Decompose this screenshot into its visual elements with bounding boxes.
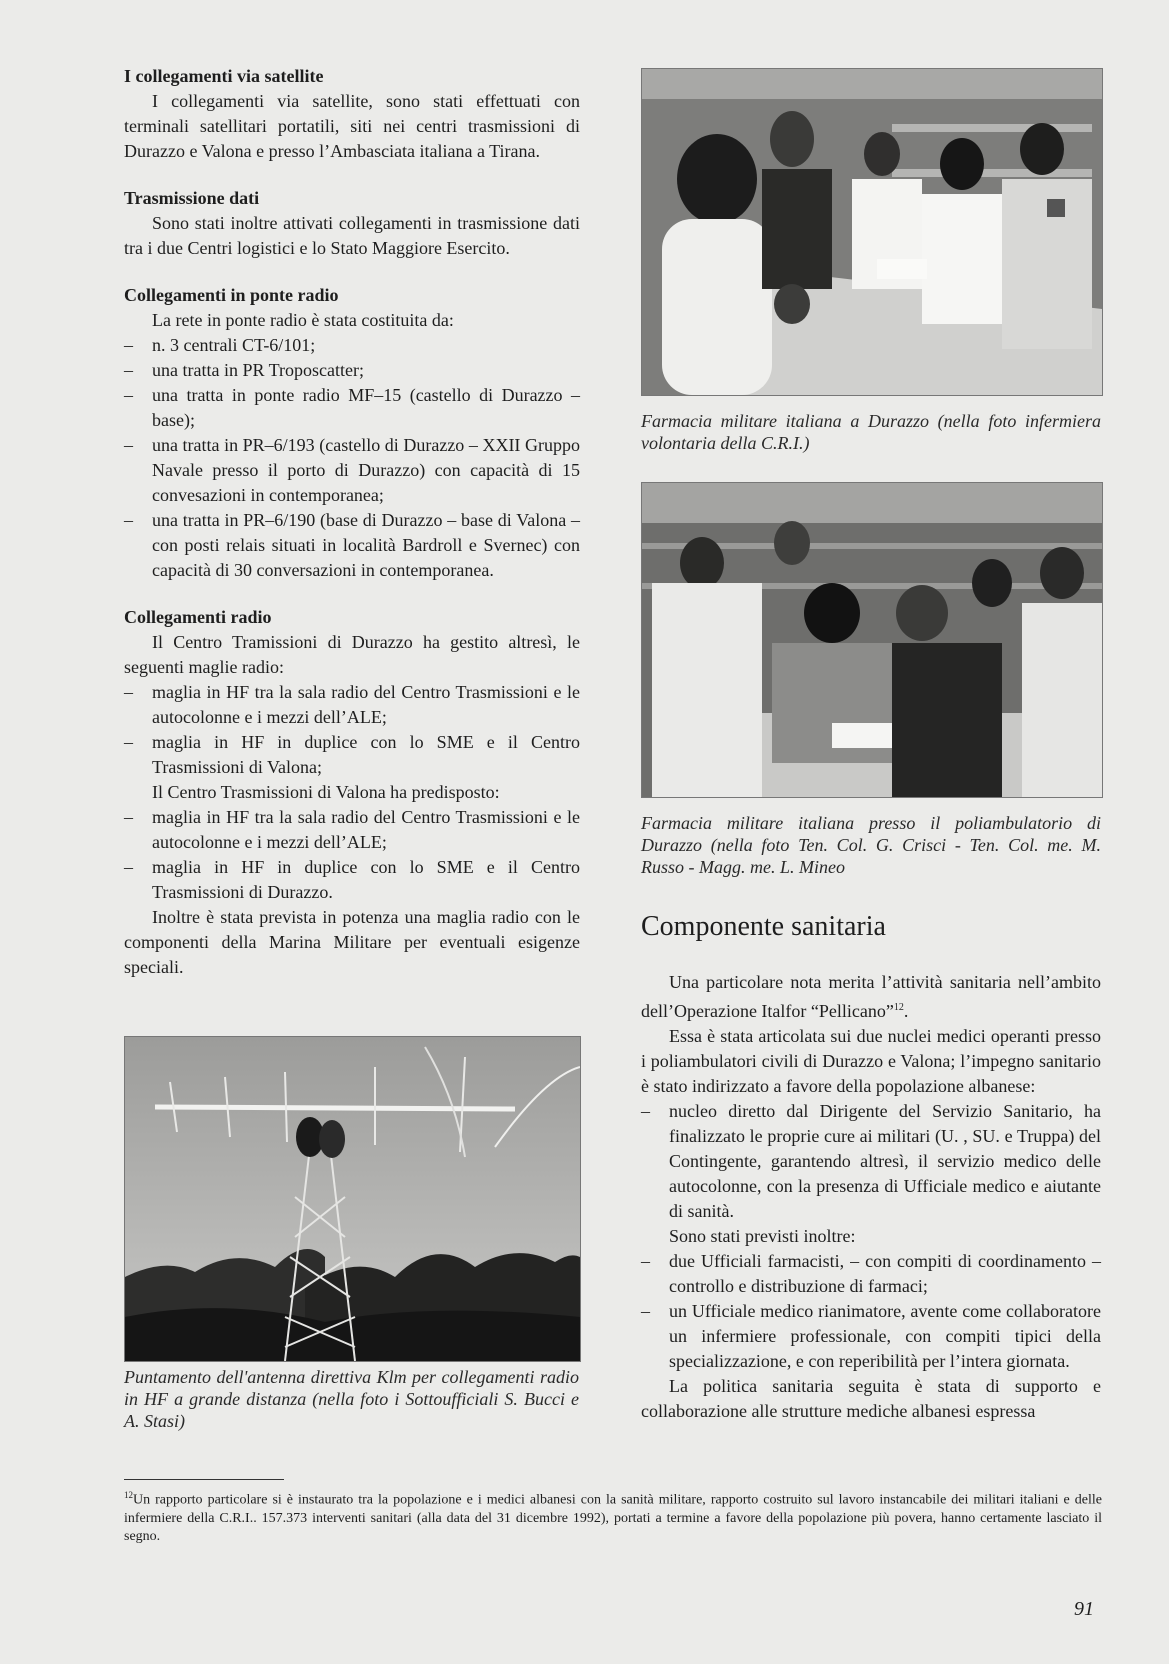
list-item: – una tratta in PR Troposcatter; [124,358,580,383]
health-list-b [641,1249,1101,1374]
text-data-transmission: Sono stati inoltre attivati collegamenti in trasmissione dati tra i due Centri logistici e lo Stato Maggiore Esercito. [124,213,580,258]
section-title-health: Componente sanitaria [641,911,886,942]
list-item: – maglia in HF in duplice con lo SME e il Centro Trasmissioni di Durazzo. [124,855,580,905]
list-item: – maglia in HF tra la sala radio del Centro Trasmissioni e le autocolonne e i mezzi dell’ALE; [124,805,580,855]
caption-pharmacy-durazzo: Farmacia militare italiana a Durazzo (nella foto infermiera volontaria della C.R.I.) [641,411,1101,453]
section-radio-bridge [124,283,580,583]
heading-data-transmission: Trasmissione dati [124,188,260,208]
list-item: – una tratta in ponte radio MF–15 (castello di Durazzo – base); [124,383,580,433]
text-radio-mid: Il Centro Trasmissioni di Valona ha predisposto: [152,782,500,802]
radio-list-valona [124,805,580,905]
footnote-ref: 12 [893,1002,904,1013]
caption-pharmacy-poliambulatorio: Farmacia militare italiana presso il poliambulatorio di Durazzo (nella foto Ten. Col. G. Crisci - Ten. Col. me. M. Russo - Magg. me. L. Mineo [641,813,1101,877]
heading-radio-bridge: Collegamenti in ponte radio [124,285,339,305]
text-radio-end: Inoltre è stata prevista in potenza una maglia radio con le componenti della Marina Militare per eventuali esigenze speciali. [124,907,580,977]
list-item: – due Ufficiali farmacisti, – con compiti di coordinamento – controllo e distribuzione di farmaci; [641,1249,1101,1299]
list-item: – una tratta in PR–6/190 (base di Durazzo – base di Valona – con posti relais situati in località Bardroll e Svernec) con capacità di 30 conversazioni in contemporanea. [124,508,580,583]
caption-antenna: Puntamento dell'antenna direttiva Klm per collegamenti radio in HF a grande distanza (nella foto i Sottoufficiali S. Bucci e A. Stasi) [124,1367,579,1431]
text-radio-intro: Il Centro Tramissioni di Durazzo ha gestito altresì, le seguenti maglie radio: [124,632,580,677]
radio-bridge-list [124,333,580,583]
list-item: – un Ufficiale medico rianimatore, avente come collaboratore un infermiere professionale, con compiti tipici della specializzazione, e con reperibilità per l’intera giornata. [641,1299,1101,1374]
list-item: – maglia in HF tra la sala radio del Centro Trasmissioni e le autocolonne e i mezzi dell’ALE; [124,680,580,730]
text-radio-bridge-intro: La rete in ponte radio è stata costituita da: [152,310,454,330]
photo-pharmacy-poliambulatorio [641,482,1103,798]
photo-antenna [124,1036,581,1362]
text-satellite: I collegamenti via satellite, sono stati effettuati con terminali satellitari portatili, siti nei centri trasmissioni di Durazzo e Valona e presso l’Ambasciata italiana a Tirana. [124,91,580,161]
section-health [641,910,1101,1424]
heading-radio-links: Collegamenti radio [124,607,272,627]
pharmacy-photo-graphic [642,69,1102,395]
footnote-text: Un rapporto particolare si è instaurato tra la popolazione e i medici albanesi con la sanità militare, rapporto costruito sul lavoro instancabile dei militari italiani e delle infermiere della C.R.I.. 157.373 interventi sanitari (alla data del 31 dicembre 1992), portati a termine a favore della popolazione più povera, hanno certamente lasciato il segno. [124,1492,1102,1544]
photo-pharmacy-durazzo [641,68,1103,396]
health-list-a [641,1099,1101,1224]
health-paragraph-1: Una particolare nota merita l’attività sanitaria nell’ambito dell’Operazione Italfor “Pellicano”$^{12}$. [641,972,1101,1021]
page-number: 91 [1074,1598,1094,1620]
section-satellite [124,64,580,164]
antenna-photo-graphic [125,1037,580,1361]
heading-satellite: I collegamenti via satellite [124,66,324,86]
radio-list-durazzo [124,680,580,780]
list-item: – nucleo diretto dal Dirigente del Servizio Sanitario, ha finalizzato le proprie cure ai militari (U. , SU. e Truppa) del Contingente, garantendo altresì, il servizio medico delle autocolonne, con la presenza di Ufficiale medico e aiutante di sanità. [641,1099,1101,1224]
health-paragraph-2: Essa è stata articolata sui due nuclei medici operanti presso i poliambulatori civili di Durazzo e Valona; l’impegno sanitario è stato indirizzato a favore della popolazione albanese: [641,1026,1101,1096]
list-item: – n. 3 centrali CT-6/101; [124,333,580,358]
footnote [124,1486,1102,1546]
list-item: – una tratta in PR–6/193 (castello di Durazzo – XXII Gruppo Navale presso il porto di Durazzo) con capacità di 15 convesazioni in contemporanea; [124,433,580,508]
footnote-divider [124,1479,284,1480]
section-data-transmission [124,186,580,261]
health-paragraph-3: La politica sanitaria seguita è stata di supporto e collaborazione alle strutture mediche albanesi espressa [641,1376,1101,1421]
section-radio-links [124,605,580,980]
health-mid: Sono stati previsti inoltre: [669,1226,856,1246]
list-item: – maglia in HF in duplice con lo SME e il Centro Trasmissioni di Valona; [124,730,580,780]
poliambulatorio-photo-graphic [642,483,1102,797]
left-column [124,64,580,1002]
footnote-mark: 12 [124,1490,133,1500]
